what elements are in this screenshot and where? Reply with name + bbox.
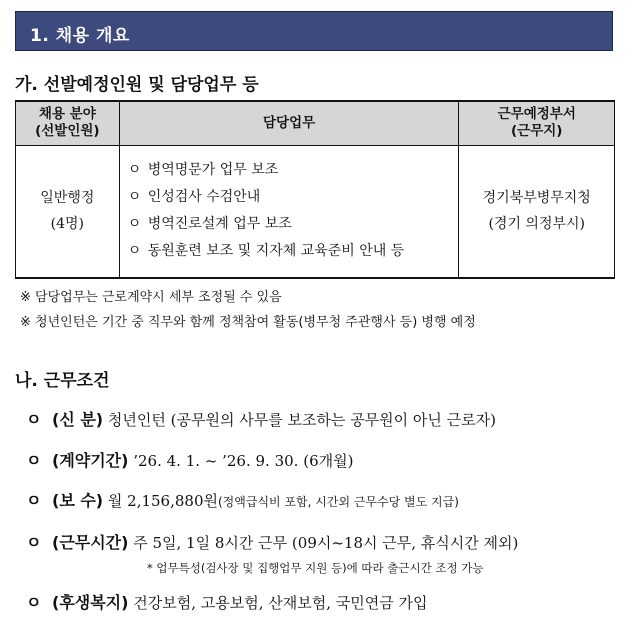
condition-period [26, 448, 353, 471]
list-item [128, 157, 453, 184]
task-text: 인성검사 수검안내 [147, 189, 261, 206]
condition-value: 주 5일, 1일 8시간 근무 [133, 534, 288, 552]
list-item [128, 238, 453, 265]
subsection-title-na: 나. 근무조건 [15, 371, 110, 391]
task-text: 병역진로설계 업무 보조 [147, 216, 292, 233]
condition-detail: (정액급식비 포함, 시간외 근무수당 별도 지급) [217, 495, 459, 509]
header-department: 근무예정부서 (근무지) [459, 101, 615, 145]
condition-value: 월 2,156,880원 [107, 492, 218, 510]
hours-note: * 업무특성(검사장 및 집행업무 지원 등)에 따라 출근시간 조정 가능 [147, 561, 484, 575]
circle-bullet-icon: ㅇ [127, 243, 142, 260]
condition-detail: (공무원의 사무를 보조하는 공무원이 아닌 근로자) [170, 411, 496, 429]
list-item [128, 211, 453, 238]
circle-bullet-icon: ㅇ [127, 189, 142, 206]
circle-bullet-icon: ㅇ [127, 216, 142, 233]
condition-detail: (6개월) [303, 452, 354, 470]
task-list [128, 157, 453, 265]
header-field: 채용 분야 (선발인원) [16, 101, 120, 145]
table-header-row [16, 101, 615, 145]
table-row [16, 145, 615, 278]
section-title: 1. 채용 개요 [30, 26, 130, 46]
duty-table [15, 100, 615, 279]
condition-hours [26, 530, 518, 553]
condition-label: (신 분) [52, 410, 104, 429]
task-text: 동원훈련 보조 및 지자체 교육준비 안내 등 [147, 243, 405, 260]
tasks-cell [119, 145, 459, 278]
field-cell: 일반행정 (4명) [16, 145, 120, 278]
task-text: 병역명문가 업무 보조 [147, 162, 279, 179]
condition-value: 건강보험, 고용보험, 산재보험, 국민연금 가입 [133, 594, 428, 612]
section-header-bar [15, 11, 613, 51]
condition-label: (보 수) [52, 491, 104, 510]
circle-bullet-icon: ㅇ [26, 533, 42, 552]
condition-welfare [26, 590, 427, 613]
circle-bullet-icon: ㅇ [127, 162, 142, 179]
header-duties: 담당업무 [119, 101, 459, 145]
list-item [128, 184, 453, 211]
condition-label: (후생복지) [52, 593, 129, 612]
subsection-title-ga: 가. 선발예정인원 및 담당업무 등 [15, 75, 259, 95]
circle-bullet-icon: ㅇ [26, 410, 42, 429]
note-intern: ※ 청년인턴은 기간 중 직무와 함께 정책참여 활동(병무청 주관행사 등) 병행 예정 [20, 315, 476, 330]
department-cell: 경기북부병무지청 (경기 의정부시) [459, 145, 615, 278]
condition-pay [26, 488, 459, 511]
condition-label: (근무시간) [52, 533, 129, 552]
condition-detail: (09시~18시 근무, 휴식시간 제외) [291, 534, 519, 552]
condition-label: (계약기간) [52, 451, 129, 470]
circle-bullet-icon: ㅇ [26, 593, 42, 612]
condition-status [26, 407, 496, 430]
condition-value: 청년인턴 [107, 411, 166, 429]
circle-bullet-icon: ㅇ [26, 491, 42, 510]
note-duties: ※ 담당업무는 근로계약시 세부 조정될 수 있음 [20, 290, 282, 305]
condition-value: ’26. 4. 1. ~ ’26. 9. 30. [133, 452, 299, 470]
circle-bullet-icon: ㅇ [26, 451, 42, 470]
